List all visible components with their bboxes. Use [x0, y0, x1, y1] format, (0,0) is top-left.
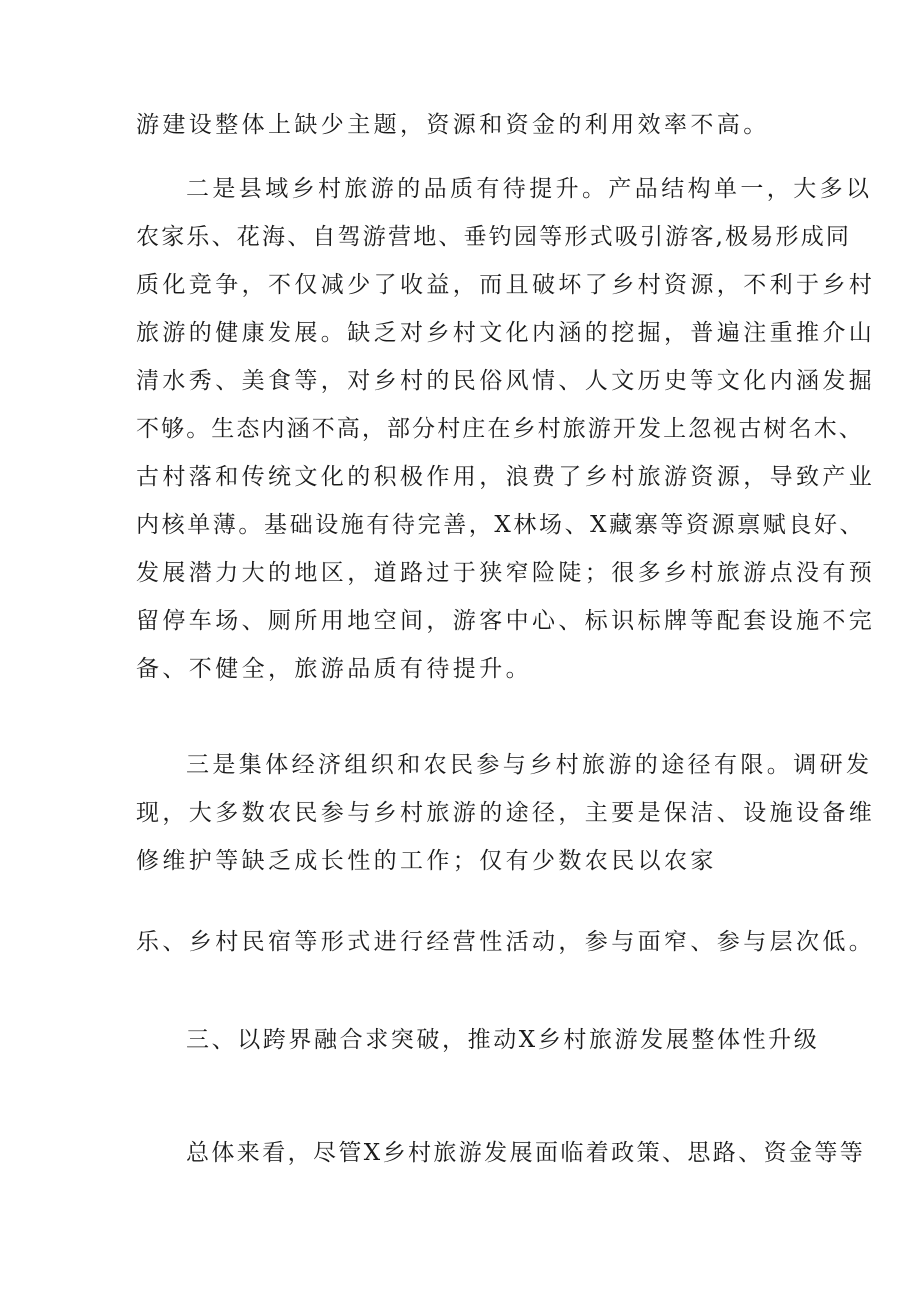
- text-line: 旅游的健康发展。缺乏对乡村文化内涵的挖掘，普遍注重推介山: [136, 320, 876, 346]
- text-line: 备、不健全，旅游品质有待提升。: [136, 656, 532, 682]
- text-line: 质化竞争，不仅减少了收益，而且破坏了乡村资源，不利于乡村: [136, 272, 876, 298]
- text-line: 修维护等缺乏成长性的工作；仅有少数农民以农家: [136, 848, 717, 874]
- paragraph-first-line: 总体来看，尽管X乡村旅游发展面临着政策、思路、资金等等: [186, 1140, 866, 1166]
- text-line: 现，大多数农民参与乡村旅游的途径，主要是保洁、设施设备维: [136, 800, 876, 826]
- section-heading: 三、以跨界融合求突破，推动X乡村旅游发展整体性升级: [186, 1027, 820, 1053]
- text-line: 发展潜力大的地区，道路过于狭窄险陡；很多乡村旅游点没有预: [136, 560, 876, 586]
- paragraph-first-line: 二是县域乡村旅游的品质有待提升。产品结构单一，大多以: [186, 176, 873, 202]
- paragraph-first-line: 三是集体经济组织和农民参与乡村旅游的途径有限。调研发: [186, 752, 873, 778]
- text-line: 不够。生态内涵不高，部分村庄在乡村旅游开发上忽视古树名木、: [136, 416, 864, 442]
- text-line: 清水秀、美食等，对乡村的民俗风情、人文历史等文化内涵发掘: [136, 368, 876, 394]
- text-line: 古村落和传统文化的积极作用，浪费了乡村旅游资源，导致产业: [136, 464, 876, 490]
- text-line: 内核单薄。基础设施有待完善，X林场、X藏寨等资源禀赋良好、: [136, 512, 866, 538]
- text-line: 游建设整体上缺少主题，资源和资金的利用效率不高。: [136, 112, 770, 138]
- text-line: 乐、乡村民宿等形式进行经营性活动，参与面窄、参与层次低。: [136, 929, 876, 955]
- text-line: 农家乐、花海、自驾游营地、垂钓园等形式吸引游客,极易形成同: [136, 224, 852, 250]
- text-line: 留停车场、厕所用地空间，游客中心、标识标牌等配套设施不完: [136, 608, 876, 634]
